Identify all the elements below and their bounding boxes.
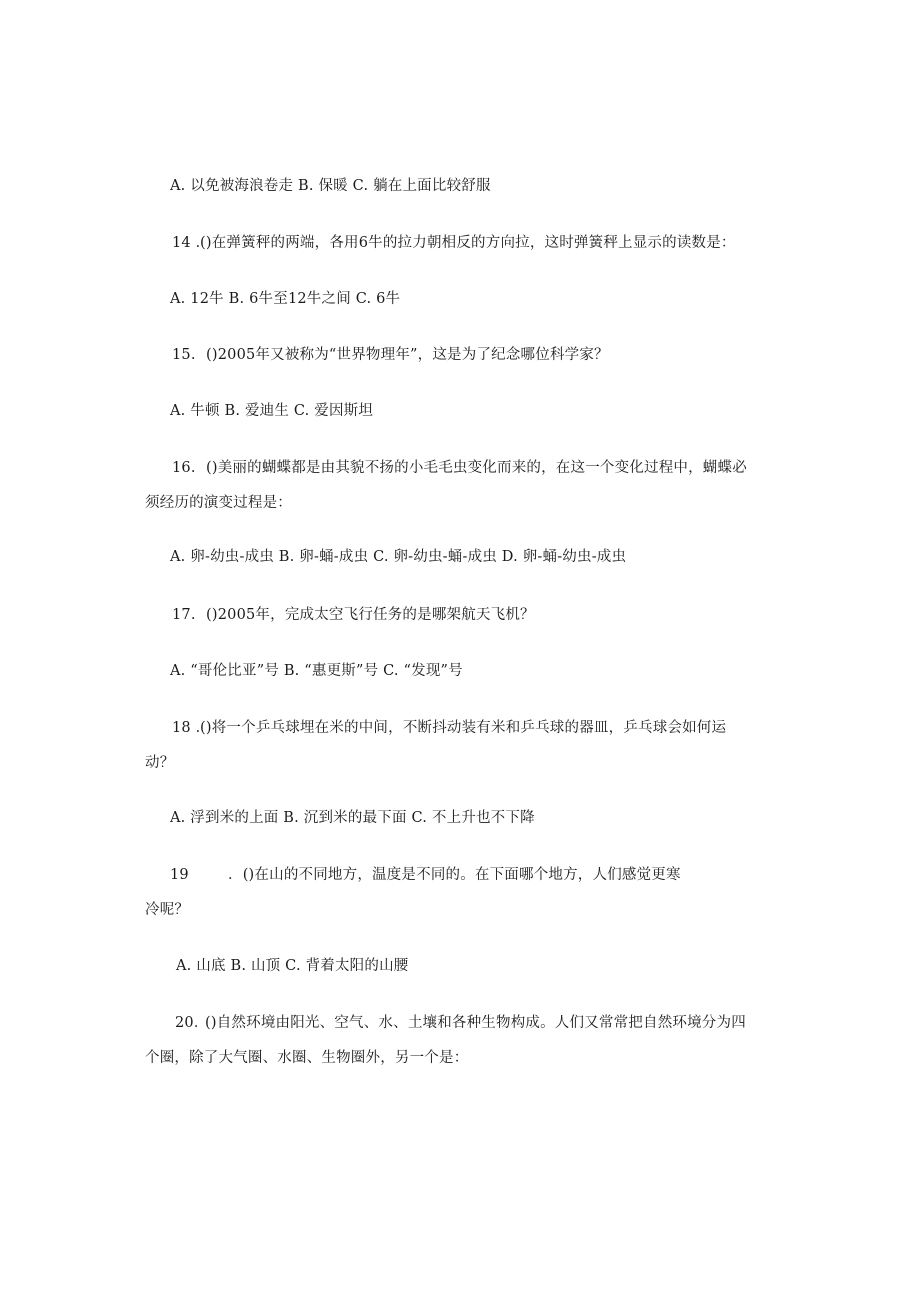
- question-text: ()2005年，完成太空飞行任务的是哪架航天飞机？: [206, 607, 535, 623]
- line-text: 须经历的演变过程是：: [145, 495, 292, 511]
- question-number: 20．: [175, 1015, 209, 1031]
- question-text: ()在弹簧秤的两端，各用6牛的拉力朝相反的方向拉，这时弹簧秤上显示的读数是：: [200, 235, 736, 251]
- line-text: A. 山底 B. 山顶 C. 背着太阳的山腰: [176, 958, 409, 974]
- line-text: A. “哥伦比亚”号 B. “惠更斯”号 C. “发现”号: [170, 663, 463, 679]
- q16-question-cont: [145, 493, 292, 513]
- line-text: 个圈，除了大气圈、水圈、生物圈外，另一个是：: [145, 1050, 469, 1066]
- q19-options: [176, 956, 408, 976]
- question-text: ()将一个乒乓球埋在米的中间，不断抖动装有米和乒乓球的器皿，乒乓球会如何运: [200, 720, 727, 736]
- q18-options: [170, 808, 535, 828]
- q16-question: [172, 458, 747, 478]
- question-number: 15.: [172, 347, 196, 363]
- question-text: ．()在山的不同地方，温度是不同的。在下面哪个地方，人们感觉更寒: [228, 867, 681, 883]
- q17-options: [170, 661, 463, 681]
- line-text: A. 浮到米的上面 B. 沉到米的最下面 C. 不上升也不下降: [170, 810, 535, 826]
- question-number: 19: [170, 867, 189, 883]
- q20-question-cont: [145, 1048, 468, 1068]
- line-text: A. 卵-幼虫-成虫 B. 卵-蛹-成虫 C. 卵-幼虫-蛹-成虫 D. 卵-蛹-幼虫-成虫: [170, 549, 627, 565]
- question-number: 17.: [172, 607, 196, 623]
- line-text: A. 牛顿 B. 爱迪生 C. 爱因斯坦: [170, 403, 374, 419]
- q20-question: [175, 1013, 746, 1033]
- question-number: 18 ．: [172, 720, 211, 736]
- q18-question-cont: [145, 753, 174, 773]
- q17-question: [172, 605, 535, 625]
- question-text: ()美丽的蝴蝶都是由其貌不扬的小毛毛虫变化而来的，在这一个变化过程中，蝴蝶必: [206, 460, 747, 476]
- q18-question: [172, 718, 726, 738]
- q15-options: [170, 401, 373, 421]
- question-text: ()2005年又被称为“世界物理年”，这是为了纪念哪位科学家？: [206, 347, 609, 363]
- q15-question: [172, 345, 609, 365]
- question-number: 16.: [172, 460, 196, 476]
- question-text: ()自然环境由阳光、空气、水、土壤和各种生物构成。人们又常常把自然环境分为四: [205, 1015, 746, 1031]
- q13-options: [170, 176, 491, 196]
- q14-options: [170, 289, 400, 309]
- q14-question: [172, 233, 736, 253]
- q19-question: [170, 865, 681, 885]
- line-text: 动？: [145, 755, 175, 771]
- line-text: A. 以免被海浪卷走 B. 保暖 C. 躺在上面比较舒服: [170, 178, 491, 194]
- question-number: 14 ．: [172, 235, 211, 251]
- line-text: A. 12牛 B. 6牛至12牛之间 C. 6牛: [170, 291, 401, 307]
- q19-question-cont: [145, 900, 189, 920]
- line-text: 冷呢？: [145, 902, 190, 918]
- q16-options: [170, 547, 626, 567]
